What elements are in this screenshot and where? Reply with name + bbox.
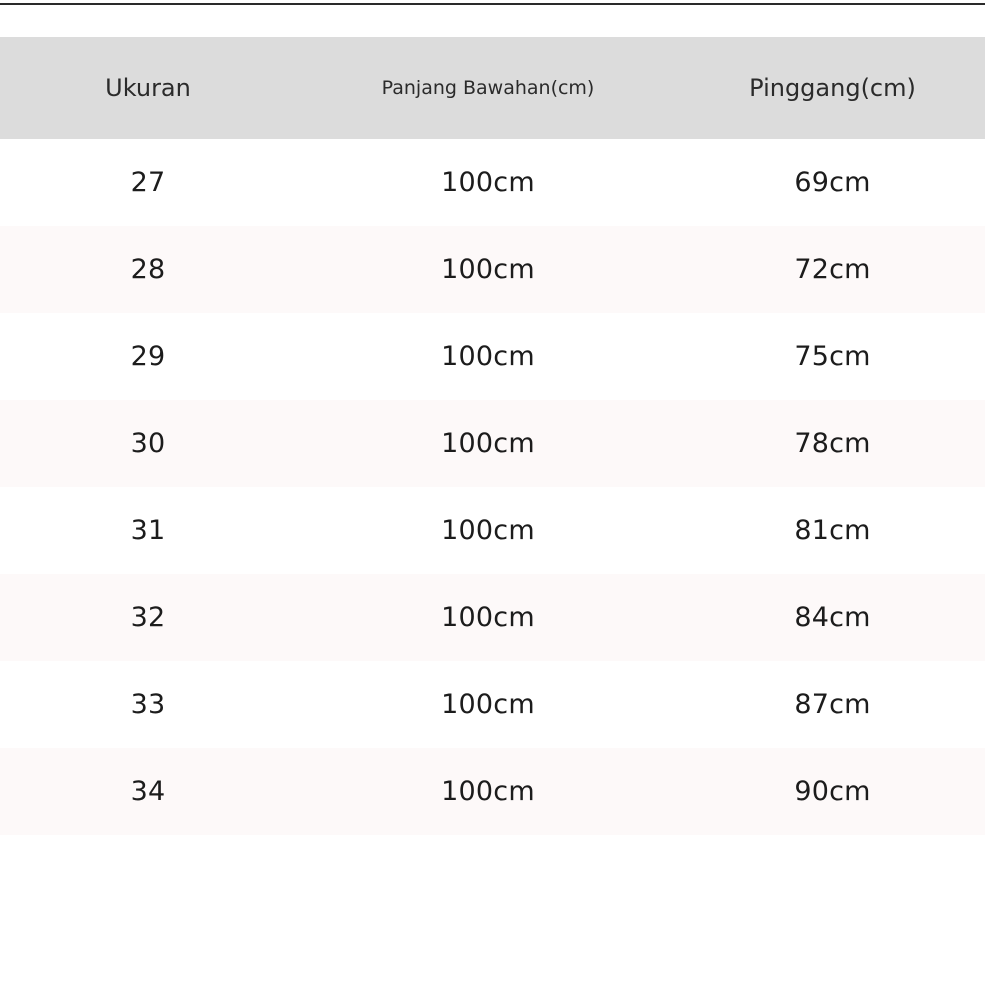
table-row — [0, 313, 985, 400]
waist-value: 75cm — [794, 341, 871, 372]
waist-value: 84cm — [794, 602, 871, 633]
header-cell-length — [296, 37, 680, 139]
table-header-row — [0, 37, 985, 139]
table-row — [0, 400, 985, 487]
length-value: 100cm — [441, 341, 535, 372]
length-value: 100cm — [441, 776, 535, 807]
length-value: 100cm — [441, 689, 535, 720]
size-value: 28 — [130, 254, 166, 285]
table-row — [0, 226, 985, 313]
table-row — [0, 574, 985, 661]
size-value: 32 — [130, 602, 166, 633]
size-value: 34 — [130, 776, 166, 807]
size-value: 30 — [130, 428, 166, 459]
size-value: 29 — [130, 341, 166, 372]
waist-value: 87cm — [794, 689, 871, 720]
table-row — [0, 748, 985, 835]
size-chart-table — [0, 37, 985, 835]
length-value: 100cm — [441, 254, 535, 285]
length-value: 100cm — [441, 167, 535, 198]
header-cell-size — [0, 37, 296, 139]
header-label-waist: Pinggang(cm) — [749, 74, 916, 102]
waist-value: 69cm — [794, 167, 871, 198]
waist-value: 90cm — [794, 776, 871, 807]
length-value: 100cm — [441, 428, 535, 459]
length-value: 100cm — [441, 602, 535, 633]
top-divider — [0, 3, 985, 5]
waist-value: 81cm — [794, 515, 871, 546]
header-label-size: Ukuran — [105, 74, 191, 102]
waist-value: 78cm — [794, 428, 871, 459]
table-row — [0, 139, 985, 226]
header-cell-waist — [680, 37, 985, 139]
size-value: 27 — [130, 167, 166, 198]
waist-value: 72cm — [794, 254, 871, 285]
header-label-length: Panjang Bawahan(cm) — [381, 77, 595, 99]
size-value: 31 — [130, 515, 166, 546]
length-value: 100cm — [441, 515, 535, 546]
table-row — [0, 487, 985, 574]
size-value: 33 — [130, 689, 166, 720]
table-row — [0, 661, 985, 748]
